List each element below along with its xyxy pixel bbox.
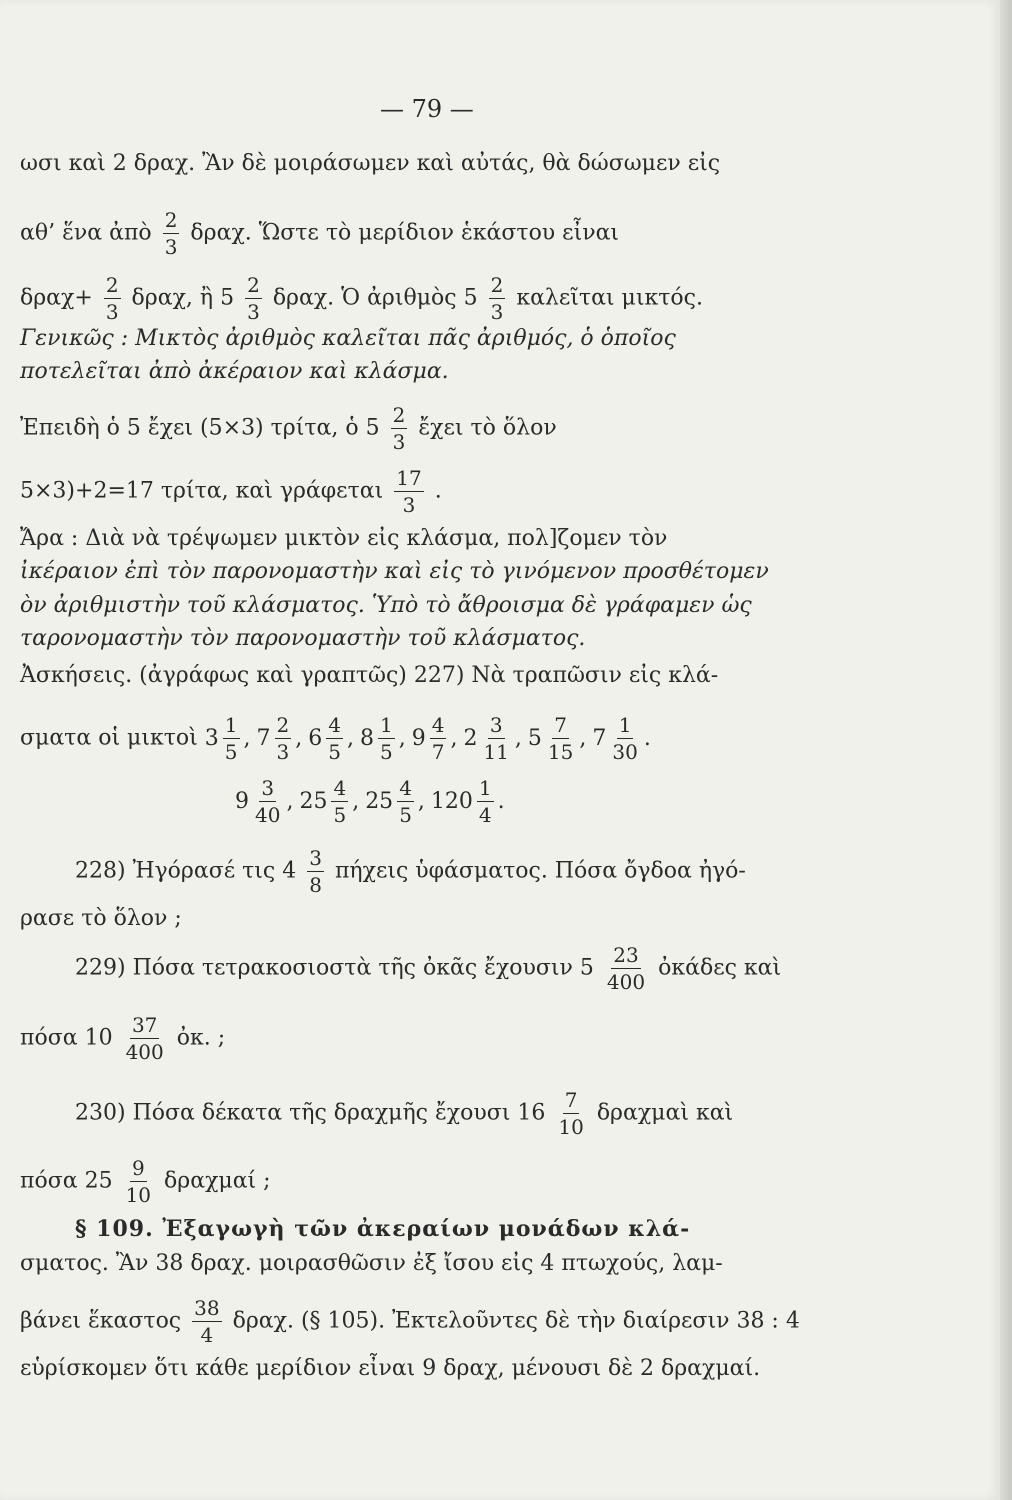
fraction: [610, 715, 639, 762]
text-span: Ἀσκήσεις. (ἀγράφως καὶ γραπτῶς) 227) Νὰ τραπῶσιν εἰς κλά-: [20, 663, 719, 688]
text-line: [75, 945, 781, 992]
numerator: 1: [478, 776, 492, 800]
fraction: [124, 1158, 153, 1205]
text-span: εὑρίσκομεν ὅτι κάθε μερίδιον εἶναι 9 δραχ, μένουσι δὲ 2 δραχμαί.: [20, 1356, 761, 1381]
text-span: δραχμαί ;: [164, 1168, 271, 1194]
numerator: 1: [379, 713, 393, 737]
separator: .: [643, 725, 651, 751]
fraction: [556, 1090, 585, 1137]
whole-part: 25: [365, 788, 394, 814]
text-span: ποτελεῖται ἀπὸ ἀκέραιον καὶ κλάσμα.: [20, 359, 449, 384]
text-span: ὀκ. ;: [176, 1025, 226, 1051]
numerator: 2: [247, 273, 260, 297]
numerator: 2: [392, 403, 406, 427]
numerator: 7: [564, 1088, 578, 1112]
fraction: [481, 715, 510, 762]
denominator: 11: [483, 740, 509, 764]
separator: ,: [417, 788, 425, 814]
whole-part: 120: [430, 788, 473, 814]
whole-part: 5: [527, 725, 542, 751]
separator: ,: [398, 725, 406, 751]
fraction: [245, 275, 262, 322]
text-line: [20, 405, 557, 452]
separator: ,: [450, 725, 458, 751]
text-span: .: [434, 478, 442, 504]
fraction: [430, 715, 447, 762]
fraction: [326, 715, 343, 762]
fraction: [104, 275, 121, 322]
text-span: δραχ. Ὁ ἀριθμὸς 5: [272, 285, 478, 311]
denominator: 3: [164, 235, 178, 259]
text-line: [20, 1250, 723, 1278]
numerator: 3: [309, 846, 322, 870]
denominator: 4: [478, 803, 492, 827]
text-span: ἰκέραιον ἐπὶ τὸν παρονομαστὴν καὶ εἰς τὸ γινόμενον προσθέτομεν: [20, 559, 769, 584]
fraction: [378, 715, 395, 762]
numerator: 37: [131, 1013, 158, 1037]
separator: ,: [295, 725, 303, 751]
text-line: [20, 1355, 760, 1383]
text-line: [20, 325, 676, 353]
denominator: 4: [200, 1323, 214, 1347]
text-line: [20, 468, 442, 515]
denominator: 5: [224, 740, 238, 764]
text-span: πόσα 10: [20, 1025, 113, 1051]
text-span: αθ’ ἕνα ἀπὸ: [20, 220, 152, 246]
mixed-number: [256, 713, 303, 764]
mixed-number: [308, 713, 354, 764]
text-span: πόσα 25: [20, 1168, 113, 1194]
mixed-number: [411, 713, 458, 764]
separator: ,: [243, 725, 251, 751]
numerator: 2: [276, 713, 290, 737]
denominator: 3: [490, 300, 504, 324]
text-span: δραχ. (§ 105). Ἐκτελοῦντες δὲ τὴν διαίρεσιν 38 : 4: [232, 1308, 800, 1334]
text-span: ὸν ἀριθμιστὴν τοῦ κλάσματος. Ὑπὸ τὸ ἄθροισμα δὲ γράφαμεν ὡς: [20, 593, 752, 618]
text-line: [20, 210, 619, 257]
text-span: σματα οἱ μικτοὶ: [20, 725, 198, 751]
denominator: 3: [392, 430, 406, 454]
numerator: 2: [490, 273, 504, 297]
text-span: Γενικῶς : Μικτὸς ἀριθμὸς καλεῖται πᾶς ἀριθμός, ὁ ὁποῖος: [20, 326, 676, 351]
fraction: [223, 715, 240, 762]
text-span: 230) Πόσα δέκατα τῆς δραχμῆς ἔχουσι 16: [75, 1100, 546, 1126]
numerator: 1: [618, 713, 632, 737]
whole-part: 7: [256, 725, 271, 751]
text-span: δραχ, ἢ 5: [131, 285, 235, 311]
text-line: [20, 1298, 800, 1345]
mixed-number: [365, 776, 425, 827]
mixed-number: [592, 713, 651, 764]
denominator: 30: [612, 740, 638, 764]
whole-part: 25: [299, 788, 328, 814]
page-edge: [1000, 0, 1012, 1500]
text-line: [20, 558, 769, 586]
fraction: [253, 778, 282, 825]
text-span: 5×3)+2=17 τρίτα, καὶ γράφεται: [20, 478, 384, 504]
text-span: 228) Ἠγόρασέ τις 4: [75, 858, 297, 884]
separator: ,: [579, 725, 587, 751]
denominator: 5: [333, 803, 347, 827]
text-line: [20, 662, 718, 690]
text-line: [20, 1158, 271, 1205]
numerator: 4: [333, 776, 347, 800]
fraction: [275, 715, 292, 762]
denominator: 400: [606, 970, 646, 994]
denominator: 3: [247, 300, 260, 324]
text-span: § 109. Ἐξαγωγὴ τῶν ἀκεραίων μονάδων κλά-: [75, 1216, 691, 1242]
separator: ,: [346, 725, 354, 751]
mixed-number: [204, 713, 251, 764]
text-span: ἔχει τὸ ὅλον: [418, 415, 557, 441]
numerator: 4: [399, 776, 412, 800]
fraction: [605, 945, 647, 992]
fraction: [163, 210, 180, 257]
mixed-number: [359, 713, 406, 764]
whole-part: 9: [411, 725, 426, 751]
section-heading: [75, 1215, 690, 1243]
separator: ,: [286, 788, 294, 814]
text-span: Ἄρα : Διὰ νὰ τρέψωμεν μικτὸν εἰς κλάσμα, πολ]ζομεν τὸν: [20, 526, 668, 551]
denominator: 10: [125, 1183, 152, 1207]
text-line: [20, 625, 585, 653]
denominator: 8: [309, 873, 322, 897]
fraction: [546, 715, 575, 762]
text-line: [20, 358, 449, 386]
denominator: 3: [105, 300, 119, 324]
denominator: 3: [402, 493, 416, 517]
numerator: 4: [431, 713, 445, 737]
text-span: ὀκάδες καὶ: [658, 955, 782, 981]
numerator: 3: [261, 776, 275, 800]
numerator: 17: [396, 466, 422, 490]
page-number: — 79 —: [380, 95, 474, 123]
denominator: 40: [255, 803, 281, 827]
numerator: 2: [105, 273, 119, 297]
separator: .: [497, 788, 505, 814]
text-span: Ἐπειδὴ ὁ 5 ἔχει (5×3) τρίτα, ὁ 5: [20, 415, 380, 441]
numerator: 9: [131, 1156, 145, 1180]
text-line: [20, 275, 703, 322]
numerator: 1: [224, 713, 238, 737]
text-span: βάνει ἕκαστος: [20, 1308, 182, 1334]
numerator: 23: [613, 943, 639, 967]
denominator: 400: [125, 1040, 164, 1064]
whole-part: 2: [463, 725, 478, 751]
fraction: [124, 1015, 166, 1062]
fraction: [489, 275, 506, 322]
numerator: 2: [164, 208, 178, 232]
text-span: καλεῖται μικτός.: [516, 285, 703, 311]
denominator: 10: [558, 1115, 584, 1139]
denominator: 5: [399, 803, 412, 827]
text-line: [75, 848, 746, 895]
whole-part: 9: [235, 788, 249, 814]
mixed-number: [235, 776, 294, 827]
denominator: 7: [431, 740, 445, 764]
separator: ,: [514, 725, 522, 751]
whole-part: 7: [592, 725, 607, 751]
text-line: [20, 905, 182, 933]
mixed-number: [430, 776, 505, 827]
text-span: ωσι καὶ 2 δραχ. Ἂν δὲ μοιράσωμεν καὶ αὐτάς, θὰ δώσωμεν εἰς: [20, 151, 721, 176]
numerator: 3: [489, 713, 503, 737]
fraction: [192, 1298, 221, 1345]
fraction: [394, 468, 423, 515]
denominator: 15: [547, 740, 574, 764]
text-line: [20, 592, 752, 620]
mixed-numbers-line-1: [20, 715, 657, 762]
mixed-numbers-line-2: [235, 778, 511, 825]
text-span: δραχμαὶ καὶ: [596, 1100, 734, 1126]
text-line: [20, 1015, 225, 1062]
fraction: [307, 848, 324, 895]
numerator: 7: [554, 713, 567, 737]
text-span: 229) Πόσα τετρακοσιοστὰ τῆς ὀκᾶς ἔχουσιν 5: [75, 955, 594, 981]
text-span: ταρονομαστὴν τὸν παρονομαστὴν τοῦ κλάσματος.: [20, 626, 586, 651]
fraction: [477, 778, 494, 825]
fraction: [397, 778, 414, 825]
text-span: ρασε τὸ ὅλον ;: [20, 906, 182, 931]
fraction: [331, 778, 348, 825]
text-line: [20, 150, 720, 178]
text-line: [75, 1090, 733, 1137]
separator: ,: [352, 788, 360, 814]
numerator: 38: [194, 1296, 220, 1320]
whole-part: 8: [359, 725, 374, 751]
text-span: σματος. Ἂν 38 δραχ. μοιρασθῶσιν ἐξ ἴσου εἰς 4 πτωχούς, λαμ-: [20, 1251, 723, 1276]
mixed-number: [527, 713, 587, 764]
denominator: 5: [379, 740, 393, 764]
text-line: [20, 525, 667, 553]
denominator: 3: [276, 740, 290, 764]
mixed-number: [299, 776, 360, 827]
denominator: 5: [328, 740, 341, 764]
text-span: δραχ+: [20, 285, 93, 311]
text-span: πήχεις ὑφάσματος. Πόσα ὄγδοα ἠγό-: [334, 858, 746, 884]
mixed-number: [463, 713, 522, 764]
text-span: δραχ. Ὥστε τὸ μερίδιον ἑκάστου εἶναι: [190, 220, 620, 246]
whole-part: 3: [204, 725, 219, 751]
whole-part: 6: [308, 725, 323, 751]
fraction: [391, 405, 408, 452]
numerator: 4: [328, 713, 341, 737]
